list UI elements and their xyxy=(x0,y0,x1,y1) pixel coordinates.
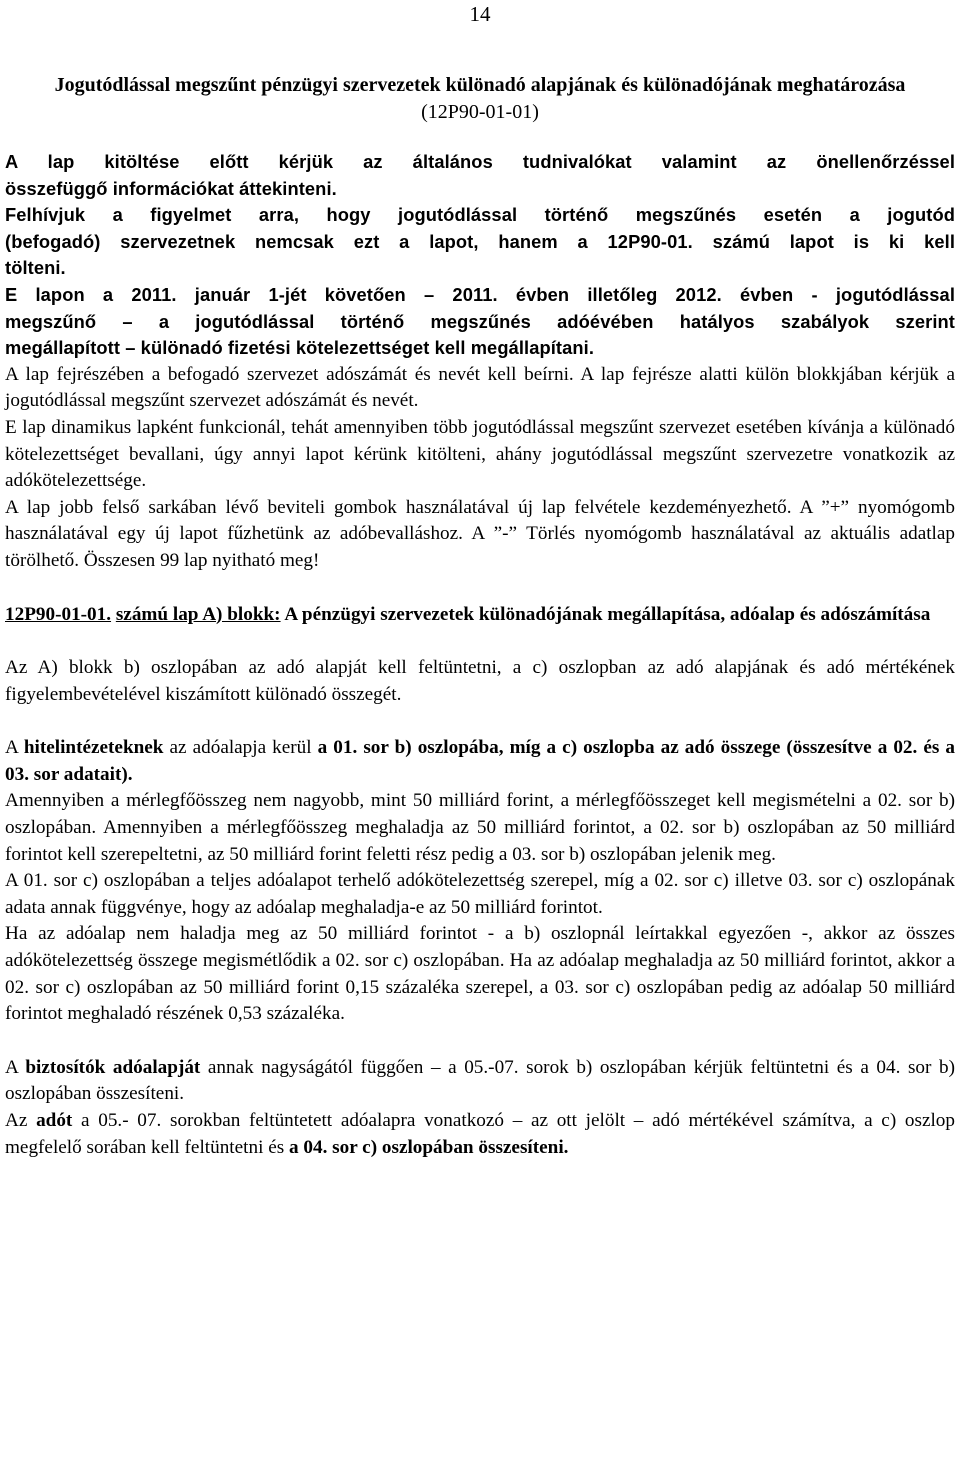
block-a-paragraph: Az A) blokk b) oszlopában az adó alapját kell feltüntetni, a c) oszlopban az adó alapjának és adó mértékének figyelembevételével kiszámított különadó összegét. xyxy=(5,657,955,705)
intro-line: Felhívjuk a figyelmet arra, hogy jogutódlással történő megszűnés esetén a jogutód xyxy=(5,204,955,226)
credit-institutions-paragraph: A hitelintézeteknek az adóalapja kerül a 01. sor b) oszlopába, míg a c) oszlopba az adó összege (összesítve a 02. és a 03. sor adatait). xyxy=(5,737,955,785)
form-code: (12P90-01-01) xyxy=(421,101,539,123)
row01-paragraph: A 01. sor c) oszlopában a teljes adóalapot terhelő adókötelezettség szerepel, míg a 02. sor c) illetve 03. sor c) oszlopának adata annak függvénye, hogy az adóalap meghaladja-e az 50 milliárd forintot. xyxy=(5,870,955,918)
page-number: 14 xyxy=(469,2,491,26)
intro-line: tölteni. xyxy=(5,257,66,279)
balance-paragraph: Amennyiben a mérlegfőösszeg nem nagyobb, mint 50 milliárd forint, a mérlegfőösszeget kell megismételni a 02. sor b) oszlopában. Amennyiben a mérlegfőösszeg meghaladja az 50 milliárd forintot, a 02. sor b) oszlopában az 50 milliárd forintot kell szerepeltetni, az 50 milliárd forint feletti rész pedig a 03. sor b) oszlopában jelenik meg. xyxy=(5,790,955,865)
intro-line: A lap kitöltése előtt kérjük az általános tudnivalókat valamint az önellenőrzéssel xyxy=(5,151,955,172)
dynamic-page-paragraph: E lap dinamikus lapként funkcionál, tehát amennyiben több jogutódlással megszűnt szervezet esetében kívánja a különadó kötelezettséget bevallani, úgy annyi lapot kérünk kitölteni, ahány jogutódlással megszűnt szervezetre vonatkozik az adókötelezettsége. xyxy=(5,416,955,492)
intro-line: (befogadó) szervezetnek nemcsak ezt a lapot, hanem a 12P90-01. számú lapot is ki kell xyxy=(5,230,955,252)
section-code: 12P90-01-01. xyxy=(5,603,112,625)
intro-line: összefüggő információkat áttekinteni. xyxy=(5,177,337,199)
tax-paragraph: Az adót a 05.- 07. sorokban feltüntetett adóalapra vonatkozó – az ott jelölt – adó mértékével számítva, a c) oszlop megfelelő sorában kell feltüntetni és a 04. sor c) oszlopában összesíteni. xyxy=(5,1110,955,1158)
page-title: Jogutódlással megszűnt pénzügyi szervezetek különadó alapjának és különadójának meghatározása xyxy=(54,74,906,96)
insurers-paragraph: A biztosítók adóalapját annak nagyságától függően – a 05.-07. sorok b) oszlopában kérjük feltüntetni és a 04. sor b) oszlopában összesíteni. xyxy=(5,1056,955,1105)
document-body xyxy=(5,72,955,1161)
intro-instructions xyxy=(5,149,955,362)
intro-line: megszűnő – a jogutódlással történő megszűnés adóévében hatályos szabályok szerint xyxy=(5,310,955,332)
section-title: A pénzügyi szervezetek különadójának megállapítása, adóalap és adószámítása xyxy=(284,603,931,625)
intro-line: megállapított – különadó fizetési kötelezettséget kell megállapítani. xyxy=(5,337,594,359)
intro-line: E lapon a 2011. január 1-jét követően – 2011. évben illetőleg 2012. évben - jogutódlással xyxy=(5,283,955,305)
section-page-ref: számú lap A) blokk: xyxy=(115,603,281,625)
section-heading xyxy=(5,602,955,629)
buttons-paragraph: A lap jobb felső sarkában lévő beviteli gombok használatával új lap felvétele kezdeményezhető. A ”+” nyomógomb használatával egy új lapot fűzhetünk az adóbevalláshoz. A ”-” Törlés nyomógomb használatával az aktuális adatlap törölhető. Összesen 99 lap nyitható meg! xyxy=(5,496,955,571)
tax-base-paragraph: Ha az adóalap nem haladja meg az 50 milliárd forintot - a b) oszlopnál leírtakkal egyezően -, akkor az összes adókötelezettség összege megismétlődik a 02. sor c) oszlopában. Ha az adóalap meghaladja az 50 milliárd forintot, akkor a 02. sor c) oszlopában az 50 milliárd forint 0,15 százaléka szerepel, a 03. sor c) oszlopában pedig az adóalap 50 milliárd forintot meghaladó részének 0,53 százaléka. xyxy=(5,923,955,1025)
header-paragraph: A lap fejrészében a befogadó szervezet adószámát és nevét kell beírni. A lap fejrésze alatti külön blokkjában kérjük a jogutódlással megszűnt szervezet adószámát és nevét. xyxy=(5,363,955,412)
